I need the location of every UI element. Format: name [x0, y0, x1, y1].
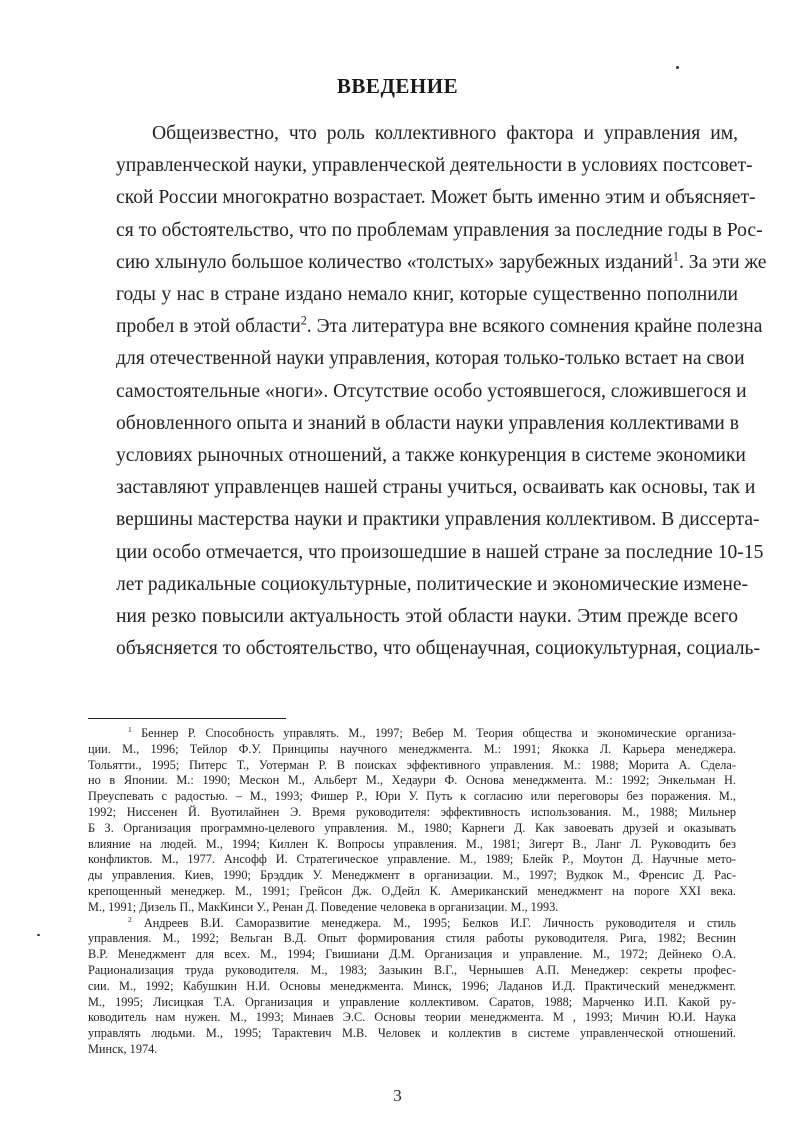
- text-line: ния резко повысили актуальность этой области науки. Этим прежде всего: [116, 606, 738, 628]
- text-line: условиях рыночных отношений, а также конкуренция в системе экономики: [116, 445, 746, 467]
- text-line: пробел в этой области$^2$. Эта литература вне всякого сомнения крайне полезна: [116, 313, 763, 338]
- footnotes: [88, 726, 736, 1058]
- text-line: объясняется то обстоятельство, что общенаучная, социокультурная, социаль-: [116, 638, 760, 660]
- text-line: ся то обстоятельство, что по проблемам управления за последние годы в Рос-: [116, 219, 763, 241]
- footnote-1-line: конфликтов. М., 1977. Ансофф И. Стратегическое управление. М., 1989; Блейк Р., Моутон Д. Научные мето-: [88, 852, 736, 867]
- footnote-1-line: но в Японии. М.: 1990; Мескон М., Альберт М., Хедаури Ф. Основа менеджмента. М.: 1992; Энкельман Н.: [88, 773, 736, 788]
- footnote-1-line: М., 1991; Дизель П., МакКинси У., Ренан Д. Поведение человека в организации. М., 1993.: [88, 899, 559, 914]
- footnote-2-line: ководитель нам нужен. М., 1993; Минаев Э.С. Основы теории менеджмента. М , 1993; Мичин Ю.И. Наука: [88, 1010, 736, 1025]
- footnote-ref-1: 1: [672, 249, 679, 264]
- text-line: для отечественной науки управления, которая только-только встает на свои: [116, 348, 745, 370]
- footnote-1-marker: 1: [128, 724, 132, 734]
- scan-speck: [676, 66, 679, 69]
- page-number: 3: [393, 1086, 402, 1105]
- footnote-2-line: управлять людьми. М., 1995; Тарактевич М.В. Человек и коллектив в системе управленческой отношений.: [88, 1026, 736, 1041]
- footnote-2-line: Минск, 1974.: [88, 1041, 158, 1056]
- footnote-2-line: $^2$ Андреев В.И. Саморазвитие менеджера. М., 1995; Белков И.Г. Личность руководителя и стиль: [128, 914, 736, 930]
- footnote-ref-2: 2: [300, 313, 307, 328]
- footnote-1-line: 1992; Ниссенен Й. Вуотилайнен Э. Время руководителя: эффективность использования. М., 1988; Мильнер: [88, 804, 736, 819]
- footnote-1-line: влияние на людей. М., 1994; Киллен К. Вопросы управления. М., 1981; Зигерт В., Ланг Л. Руководить без: [88, 836, 736, 851]
- text-line: сию хлынуло большое количество «толстых» зарубежных изданий$^1$. За эти же: [116, 249, 767, 273]
- text-line: Общеизвестно, что роль коллективного фактора и управления им,: [152, 123, 738, 144]
- footnote-1-line: Преуспевать с радостью. – М., 1993; Фишер Р., Юри У. Путь к согласию или переговоры без поражения. М.,: [88, 789, 736, 804]
- text-line: самостоятельные «ноги». Отсутствие особо устоявшегося, сложившегося и: [116, 380, 747, 402]
- footnote-1-line: $^1$ Беннер Р. Способность управлять. М., 1997; Вебер М. Теория общества и экономические организа-: [128, 724, 736, 740]
- footnote-1-line: Тольятти., 1995; Питерс Т., Уотерман Р. В поисках эффективного управления. М.: 1988; Морита А. Сдела-: [88, 757, 736, 772]
- text-line: обновленного опыта и знаний в области науки управления коллективами в: [116, 412, 739, 434]
- page-title: ВВЕДЕНИЕ: [336, 74, 459, 98]
- footnote-1-line: ды управления. Киев, 1990; Брэддик У. Менеджмент в организации. М., 1997; Вудкок М., Френсис Д. Рас-: [88, 868, 736, 883]
- footnote-2-line: управления. М., 1992; Вельган В.Д. Опыт формирования стиля работы руководителя. Рига, 1982; Веснин: [88, 931, 736, 946]
- footnote-2-line: М., 1995; Лисицкая Т.А. Организация и управление коллективом. Саратов, 1988; Марченко И.П. Какой ру-: [88, 994, 736, 1009]
- footnote-2-line: Рационализация труда руководителя. М., 1983; Зазыкин В.Г., Чернышев А.П. Менеджер: секреты профес-: [88, 962, 736, 977]
- footnote-2-marker: 2: [128, 914, 132, 924]
- scan-speck: [37, 934, 40, 936]
- text-line: годы у нас в стране издано немало книг, которые существенно пополнили: [116, 284, 738, 306]
- footnote-separator: [88, 718, 286, 719]
- footnote-1-line: крепощенный менеджер. М., 1991; Грейсон Дж. О,Дейл К. Американский менеджмент на пороге XXI века.: [88, 883, 736, 898]
- footnote-2-line: В.Р. Менеджмент для всех. М., 1994; Гвишиани Д.М. Организация и управление. М., 1972; Дейнеко О.А.: [88, 947, 736, 962]
- text-line: управленческой науки, управленческой деятельности в условиях постсовет-: [116, 155, 753, 177]
- footnote-1-line: ции. М., 1996; Тейлор Ф.У. Принципы научного менеджмента. М.: 1991; Якокка Л. Карьера менеджера.: [88, 741, 736, 756]
- footnote-1-line: Б З. Организация программно-целевого управления. М., 1980; Карнеги Д. Как завоевать друзей и оказывать: [88, 820, 736, 835]
- text-line: вершины мастерства науки и практики управления коллективом. В диссерта-: [116, 509, 760, 531]
- footnote-2-line: сии. М., 1992; Кабушкин Н.И. Основы менеджмента. Минск, 1996; Ладанов И.Д. Практический менеджмент.: [88, 978, 736, 993]
- text-line: заставляют управленцев нашей страны учиться, осваивать как основы, так и: [116, 477, 756, 499]
- text-line: ской России многократно возрастает. Может быть именно этим и объясняет-: [116, 187, 756, 209]
- text-line: ции особо отмечается, что произошедшие в нашей стране за последние 10-15: [116, 541, 764, 563]
- main-text: [116, 118, 767, 665]
- text-line: лет радикальные социокультурные, политические и экономические измене-: [116, 573, 749, 595]
